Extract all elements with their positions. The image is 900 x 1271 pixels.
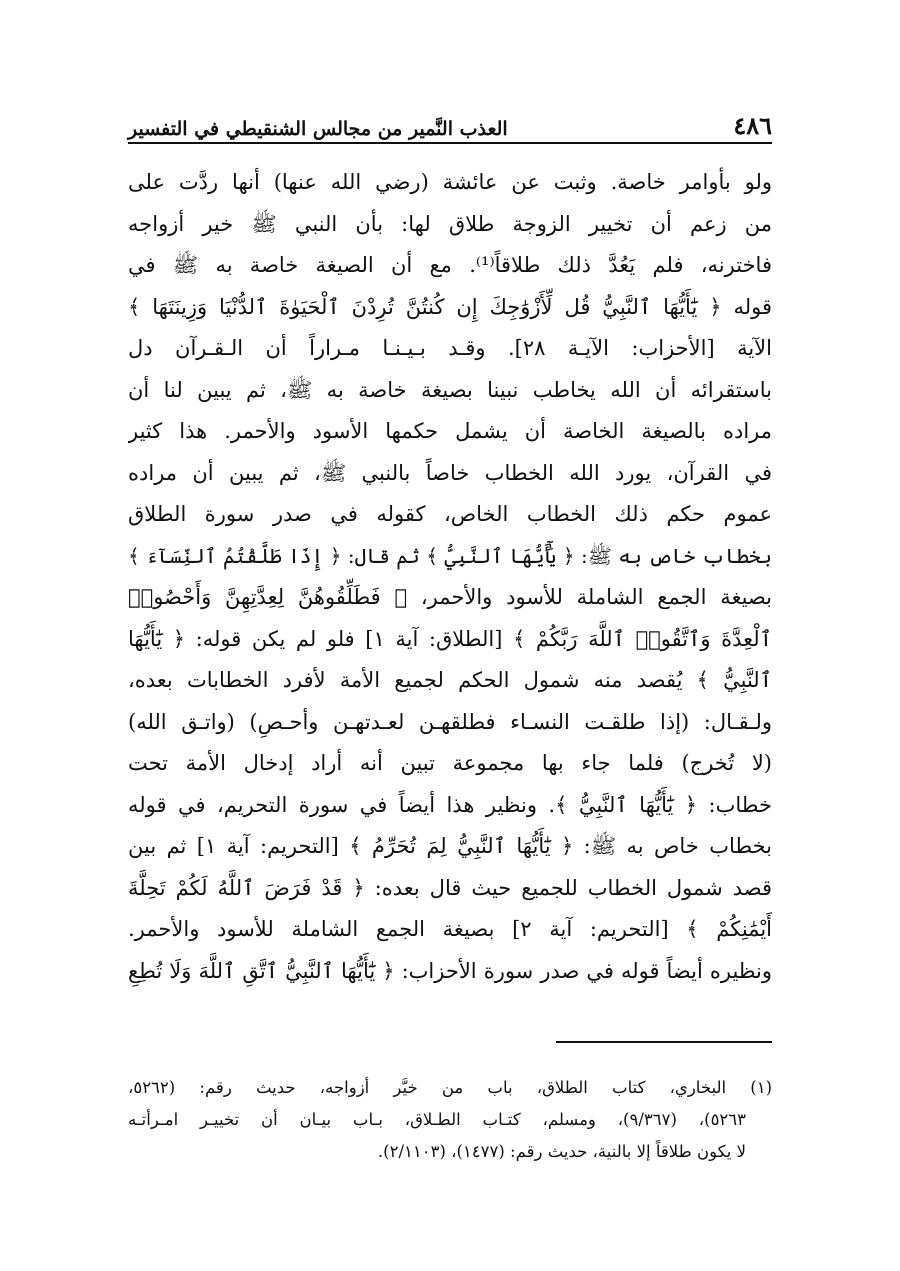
- text-line: في القرآن، يورد الله الخطاب خاصاً بالنبي ﷺ، ثم يبين أن مراده: [128, 460, 772, 485]
- footnote-line: لا يكون طلاقاً إلا بالنية، حديث رقم: (١٤٧٧)، (٢/١١٠٣).: [377, 1142, 746, 1161]
- text-line: خطاب: ﴿ يَٰٓأَيُّهَا ٱلنَّبِيُّ ﴾. ونظير هذا أيضاً في سورة التحريم، في قوله: [128, 792, 772, 817]
- footnotes: [128, 1072, 772, 1168]
- footnote-divider: [556, 1041, 772, 1043]
- text-line: قصد شمول الخطاب للجميع حيث قال بعده: ﴿ قَدْ فَرَضَ ٱللَّهُ لَكُمْ تَحِلَّةَ: [128, 875, 772, 900]
- page-number: ٤٨٦: [733, 111, 772, 140]
- text-line: قوله ﴿ يَٰٓأَيُّهَا ٱلنَّبِيُّ قُل لِّأَزْوَٰجِكَ إِن كُنتُنَّ تُرِدْنَ ٱلْحَيَوٰةَ ٱلدُّنْيَا وَزِينَتَهَا ﴾: [128, 294, 772, 319]
- text-line: ولـقـال: (إذا طلقـت النسـاء فطلقهـن لعـدتهـن وأحـصِ) (واتـق الله): [128, 709, 772, 734]
- footnote-line: (١) البخاري، كتاب الطلاق، باب من خيَّر أزواجه، حديث رقم: (٥٢٦٢،: [128, 1078, 772, 1097]
- header-divider: [128, 142, 772, 144]
- running-header: [128, 100, 772, 140]
- text-line: بصيغة الجمع الشاملة للأسود والأحمر، ﴿ فَطَلِّقُوهُنَّ لِعِدَّتِهِنَّ وَأَحْصُوا۟: [128, 585, 772, 609]
- text-line: ونظيره أيضاً قوله في صدر سورة الأحزاب: ﴿ يَٰٓأَيُّهَا ٱلنَّبِيُّ ٱتَّقِ ٱللَّهَ وَلَا تُطِعِ: [128, 958, 772, 983]
- text-line: من زعم أن تخيير الزوجة طلاق لها: بأن النبي ﷺ خير أزواجه: [128, 211, 772, 236]
- text-line: فاخترنه، فلم يَعُدَّ ذلك طلاقاً⁽¹⁾. مع أن الصيغة خاصة به ﷺ في: [128, 253, 772, 277]
- text-line: عموم حكم ذلك الخطاب الخاص، كقوله في صدر سورة الطلاق: [128, 502, 772, 526]
- text-line: ٱلْعِدَّةَ وَٱتَّقُوا۟ ٱللَّهَ رَبَّكُمْ ﴾ [الطلاق: آية ١] فلو لم يكن قوله: ﴿ يَٰٓأَيُّهَا: [128, 626, 772, 651]
- text-line: (لا تُخرج) فلما جاء بها مجموعة تبين أنه أراد إدخال الأمة تحت: [128, 751, 772, 775]
- text-line: الآية [الأحزاب: الآيـة ٢٨]. وقـد بـيـنـا مـراراً أن الـقـرآن دل: [128, 336, 772, 360]
- text-line: مراده بالصيغة الخاصة أن يشمل حكمها الأسود والأحمر. هذا كثير: [128, 419, 772, 443]
- main-text: [128, 162, 772, 992]
- text-line: بخطاب خاص به ﷺ: ﴿ يَٰٓأَيُّهَا ٱلنَّبِيُّ ﴾ ثم قال: ﴿ إِذَا طَلَّقْتُمُ ٱلنِّسَآءَ ﴾: [128, 543, 772, 568]
- text-line: بخطاب خاص به ﷺ: ﴿ يَٰٓأَيُّهَا ٱلنَّبِيُّ لِمَ تُحَرِّمُ ﴾ [التحريم: آية ١] ثم بين: [128, 834, 772, 858]
- footnote-line: ٥٢٦٣)، (٩/٣٦٧)، ومسلم، كتـاب الطـلاق، بـاب بيـان أن تخييـر امـرأتـه: [128, 1110, 747, 1129]
- text-line: ٱلنَّبِيُّ ﴾ يُقصد منه شمول الحكم لجميع الأمة لأفرد الخطابات بعده،: [128, 668, 772, 692]
- text-line: باستقرائه أن الله يخاطب نبينا بصيغة خاصة به ﷺ، ثم يبين لنا أن: [128, 377, 772, 402]
- text-line: أَيْمَٰنِكُمْ ﴾ [التحريم: آية ٢] بصيغة الجمع الشاملة للأسود والأحمر.: [128, 917, 772, 941]
- book-title: العذب النَّمير من مجالس الشنقيطي في التفسير: [128, 118, 508, 140]
- text-line: ولو بأوامر خاصة. وثبت عن عائشة (رضي الله عنها) أنها ردَّت على: [128, 170, 772, 194]
